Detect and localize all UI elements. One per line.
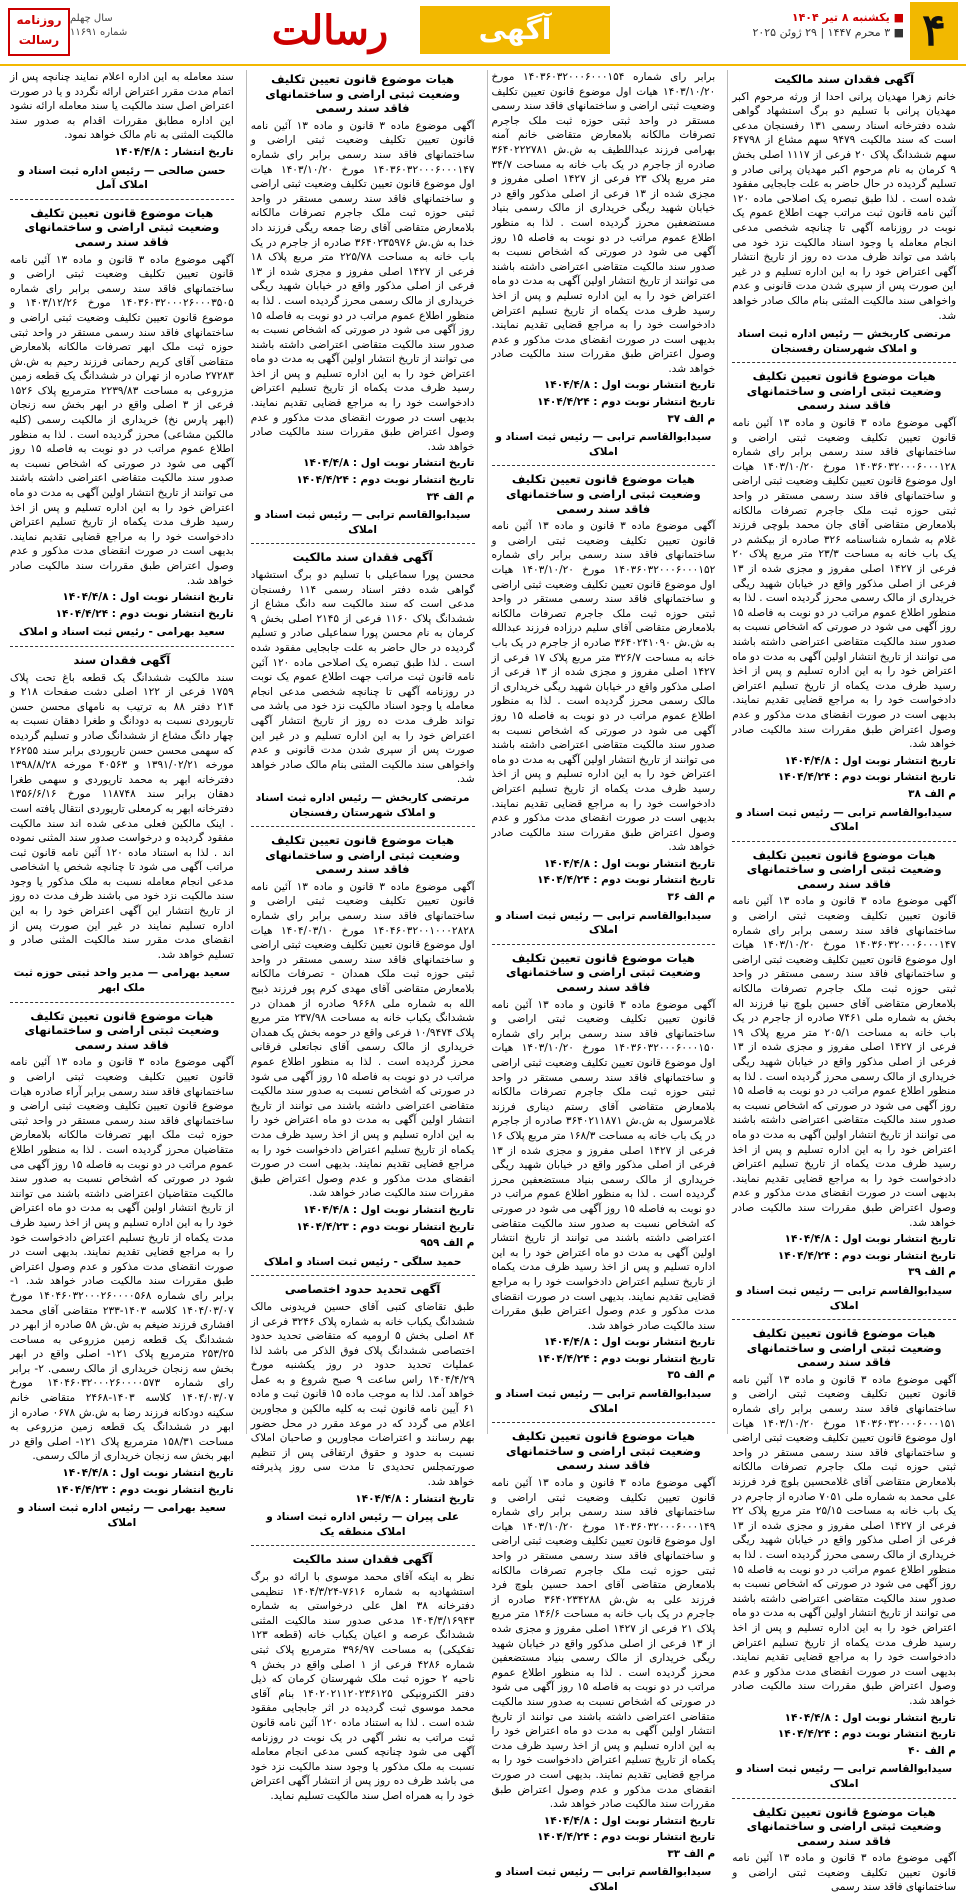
ad-title: هیات موضوع قانون تعیین تکلیف وضعیت ثبتی اراضی و ساختمانهای فاقد سند رسمی: [732, 848, 956, 892]
ad-meta: م الف ۳۴: [251, 490, 475, 505]
ad-signature: سیدابوالقاسم ترابی — رئیس ثبت اسناد و املاک: [251, 508, 475, 537]
ad-body: آگهی موضوع ماده ۳ قانون و ماده ۱۳ آئین نامه قانون تعیین تکلیف وضعیت ثبتی اراضی و ساختمانهای فاقد سند رسمی: [732, 1851, 956, 1895]
ad-block: [732, 72, 956, 356]
ad-separator: [492, 1422, 716, 1423]
ad-meta: م الف ۳۳: [492, 1847, 716, 1862]
ad-separator: [251, 543, 475, 544]
ad-block: [10, 1009, 234, 1531]
issue-dates: [714, 10, 904, 40]
ad-title: هیات موضوع قانون تعیین تکلیف وضعیت ثبتی اراضی و ساختمانهای فاقد سند رسمی: [492, 472, 716, 516]
ad-body: آگهی موضوع ماده ۳ قانون و ماده ۱۳ آئین نامه قانون تعیین تکلیف وضعیت ثبتی اراضی و ساختمانهای فاقد سند رسمی برابر رای شماره ۱۴۰۳۶۰۳۲۰۰۰۶۰۰۰۱۴۹ مورخ ۱۴۰۳/۱۰/۲۰ هیات اول موضوع قانون تعیین تکلیف وضعیت ثبتی اراضی و ساختمانهای فاقد سند رسمی مستقر در واحد ثبتی حوزه ثبت ملک جاجرم تصرفات مالکانه بلامعارض متقاضی آقای احمد حسین بلوچ فرد فرزند علی به ش.ش ۳۶۴۰۲۳۴۲۸۸ صادره از جاجرم در یک باب خانه به مساحت ۱۴۶/۶ متر مربع پلاک ۲۱ فرعی از ۱۴۲۷ اصلی مفروز و مجزی شده از ۱۳ فرعی از اصلی مذکور واقع در خیابان شهید ریگی خریداری از مالک رسمی بنیاد مستضعفین محرز گردیده است . لذا به منظور اطلاع عموم مراتب در دو نوبت به فاصله ۱۵ روز آگهی می شود در صورتی که اشخاص نسبت به صدور سند مالکیت متقاضی اعتراضی داشته باشند می توانند از تاریخ انتشار اولین آگهی به مدت دو ماه اعتراض خود را به این اداره تسلیم و پس از اخذ رسید ظرف مدت یکماه از تاریخ تسلیم اعتراض دادخواست خود را به مراجع قضایی تقدیم نمایند. بدیهی است در صورت انقضای مدت مذکور و عدم وصول اعتراض طبق مقررات سند مالکیت صادر خواهد شد.: [492, 1476, 716, 1812]
ad-meta: تاریخ انتشار نوبت دوم : ۱۴۰۴/۴/۲۴: [732, 1249, 956, 1264]
ad-signature: سعید بهرامی — رئیس اداره ثبت اسناد و املاک: [10, 1501, 234, 1530]
ad-body: آگهی موضوع ماده ۳ قانون و ماده ۱۳ آئین نامه قانون تعیین تکلیف وضعیت ثبتی اراضی و ساختمانهای فاقد سند رسمی برابر رای شماره ۱۴۰۳۶۰۳۲۰۰۰۶۰۰۰۱۵۱ مورخ ۱۴۰۳/۱۰/۲۰ هیات اول موضوع قانون تعیین تکلیف وضعیت ثبتی اراضی و ساختمانهای فاقد سند رسمی مستقر در واحد ثبتی حوزه ثبت ملک جاجرم تصرفات مالکانه بلامعارض متقاضی آقای غلامحسین بلوچ فرد فرزند علی محمد به شماره ملی ۷۰۵۱ صادره از جاجرم در یک باب خانه به مساحت ۲۵/۱۵ متر مربع پلاک ۲۲ فرعی از ۱۴۲۷ اصلی مفروز و مجزی شده از ۱۳ فرعی از اصلی مذکور واقع در خیابان شهید ریگی خریداری از مالک رسمی محرز گردیده است . لذا به منظور اطلاع عموم مراتب در دو نوبت به فاصله ۱۵ روز آگهی می شود در صورتی که اشخاص نسبت به صدور سند مالکیت متقاضی اعتراضی داشته باشند می توانند از تاریخ انتشار اولین آگهی به مدت دو ماه اعتراض خود را به این اداره تسلیم و پس از اخذ رسید ظرف مدت یکماه از تاریخ تسلیم اعتراض دادخواست خود را به مراجع قضایی تقدیم نمایند. بدیهی است در صورت انقضای مدت مذکور و عدم وصول اعتراض طبق مقررات سند مالکیت صادر خواهد شد.: [732, 1373, 956, 1709]
ad-meta: م الف ۳۸: [732, 787, 956, 802]
ad-meta: م الف ۳۷: [492, 412, 716, 427]
ad-title: هیات موضوع قانون تعیین تکلیف وضعیت ثبتی اراضی و ساختمانهای فاقد سند رسمی: [10, 206, 234, 250]
volume-info: [70, 12, 180, 40]
ad-title: هیات موضوع قانون تعیین تکلیف وضعیت ثبتی اراضی و ساختمانهای فاقد سند رسمی: [251, 72, 475, 116]
ad-block: [10, 206, 234, 640]
ad-body: سند معامله به این اداره اعلام نمایند چنانچه پس از اتمام مدت مقرر اعتراض ارائه نگردد و یا در صورت اعتراض اصل سند مالکیت یا سند معامله ارائه نشود این اداره مطابق مقررات اقدام به صدور سند مالکیت المثنی به نام مالک خواهد نمود.: [10, 70, 234, 143]
ad-signature: سیدابوالقاسم ترابی — رئیس ثبت اسناد و املاک: [732, 806, 956, 835]
ad-meta: تاریخ انتشار نوبت دوم : ۱۴۰۴/۴/۲۴: [492, 873, 716, 888]
ad-signature: مرتضی کاربخش — رئیس اداره ثبت اسناد و املاک شهرستان رفسنجان: [251, 791, 475, 820]
ad-title: هیات موضوع قانون تعیین تکلیف وضعیت ثبتی اراضی و ساختمانهای فاقد سند رسمی: [732, 369, 956, 413]
ad-meta: تاریخ انتشار نوبت دوم : ۱۴۰۴/۴/۲۴: [732, 770, 956, 785]
ad-meta: تاریخ انتشار نوبت اول : ۱۴۰۴/۴/۸: [492, 1814, 716, 1829]
ad-separator: [251, 826, 475, 827]
ad-title: آگهی فقدان سند مالکیت: [251, 550, 475, 565]
ad-separator: [732, 841, 956, 842]
ad-title: هیات موضوع قانون تعیین تکلیف وضعیت ثبتی اراضی و ساختمانهای فاقد سند رسمی: [492, 1429, 716, 1473]
ad-block: [251, 1552, 475, 1803]
ad-signature: سعید بهرامی - رئیس ثبت اسناد و املاک: [10, 625, 234, 640]
ad-title: هیات موضوع قانون تعیین تکلیف وضعیت ثبتی اراضی و ساختمانهای فاقد سند رسمی: [732, 1326, 956, 1370]
ad-meta: م الف ۹۵۹: [251, 1236, 475, 1251]
ad-body: آگهی موضوع ماده ۳ قانون و ماده ۱۳ آئین نامه قانون تعیین تکلیف وضعیت ثبتی اراضی و ساختمانهای فاقد سند رسمی برابر رای شماره ۱۴۰۳۶۰۳۲۰۰۰۶۰۰۰۱۴۷ مورخ ۱۴۰۳/۱۰/۲۰ هیات اول موضوع قانون تعیین تکلیف وضعیت ثبتی اراضی و ساختمانهای فاقد سند رسمی مستقر در واحد ثبتی حوزه ثبت ملک جاجرم تصرفات مالکانه بلامعارض متقاضی آقای رضا جمعه ریگی فرزند داد خدا به ش.ش ۳۶۴۰۲۳۵۹۷۶ صادره از جاجرم در یک باب خانه به مساحت ۲۲۵/۷۸ متر مربع پلاک ۱۸ فرعی از ۱۴۲۷ اصلی مفروز و مجزی شده از ۱۳ فرعی از اصلی مذکور واقع در خیابان شهید ریگی خریداری از مالک رسمی محرز گردیده است . لذا به منظور اطلاع عموم مراتب در دو نوبت به فاصله ۱۵ روز آگهی می شود در صورتی که اشخاص نسبت به صدور سند مالکیت متقاضی اعتراضی داشته باشند می توانند از تاریخ انتشار اولین آگهی به مدت دو ماه اعتراض خود را به این اداره تسلیم و پس از اخذ رسید ظرف مدت یکماه از تاریخ تسلیم اعتراض دادخواست خود را به مراجع قضایی تقدیم نمایند. بدیهی است در صورت انقضای مدت مذکور و عدم وصول اعتراض طبق مقررات سند مالکیت صادر خواهد شد.: [251, 119, 475, 455]
ad-meta: تاریخ انتشار نوبت دوم : ۱۴۰۴/۴/۲۳: [10, 1483, 234, 1498]
ad-title: هیات موضوع قانون تعیین تکلیف وضعیت ثبتی اراضی و ساختمانهای فاقد سند رسمی: [10, 1009, 234, 1053]
ad-body: آگهی موضوع ماده ۳ قانون و ماده ۱۳ آئین نامه قانون تعیین تکلیف وضعیت ثبتی اراضی و ساختمانهای فاقد سند رسمی برابر رای شماره ۱۴۰۴۶۰۳۲۰۰۱۰۰۰۲۸۲۸ مورخ ۱۴۰۴/۰۳/۱۰ هیات اول موضوع قانون تعیین تکلیف وضعیت ثبتی اراضی و ساختمانهای فاقد سند رسمی مستقر در واحد ثبتی حوزه ثبت ملک همدان - تصرفات مالکانه بلامعارض متقاضی آقای مهدی کرم پور فرزند ذبیح الله به شماره ملی ۹۶۶۸ صادره از همدان در ششدانگ یکباب خانه به مساحت ۲۳۷/۹۸ متر مربع پلاک ۱۰/۹۴۷۴ فرعی واقع در حومه بخش یک همدان خریداری از مالک رسمی آقای نجاتعلی فرقانی محرز گردیده است . لذا به منظور اطلاع عموم مراتب در دو نوبت به فاصله ۱۵ روز آگهی می شود در صورتی که اشخاص نسبت به صدور سند مالکیت متقاضی اعتراضی داشته باشند می توانند از تاریخ انتشار اولین آگهی به مدت دو ماه اعتراض خود را به این اداره تسلیم و پس از اخذ رسید ظرف مدت یکماه از تاریخ تسلیم اعتراض دادخواست خود را به مراجع قضایی تقدیم نمایند. بدیهی است در صورت انقضای مدت مذکور و عدم وصول اعتراض طبق مقررات سند مالکیت صادر خواهد شد.: [251, 880, 475, 1201]
ad-body: خانم زهرا مهدیان پرانی احدا از ورثه مرحوم اکبر مهدیان پرانی با تسلیم دو برگ استشهاد گواهی شده دفترخانه اسناد رسمی ۱۳۱ رفسنجان مدعی است که سند مالکیت ۹۴۷۹ سهم مشاع از ۶۴۷۹۸ سهم ششدانگ پلاک ۲۰ فرعی از ۱۱۱۷ اصلی بخش ۹ کرمان به نام مرحوم اکبر مهدیان پرانی صادر و تسلیم گردیده در حال حاضر به علت جابجایی مفقود شده است . لذا طبق تبصره یک اصلاحی ماده ۱۲۰ آئین نامه قانون ثبت مراتب جهت اطلاع عموم یک نوبت در روزنامه آگهی تا چنانچه شخصی مدعی انجام معامله یا وجود اسناد مالکیت نزد خود می باشد می تواند ظرف مدت ده روز از تاریخ انتشار آگهی اعتراض خود را به این اداره تسلیم و در غیر این صورت پس از سپری شدن مدت قانونی و عدم واخواهی سند مالکیت المثنی بنام مالک صادر خواهد شد.: [732, 90, 956, 324]
date-line-2: ■ ۳ محرم ۱۴۴۷ | ۲۹ ژوئن ۲۰۲۵: [714, 25, 904, 40]
ad-body: آگهی موضوع ماده ۳ قانون و ماده ۱۳ آئین نامه قانون تعیین تکلیف وضعیت ثبتی اراضی و ساختمانهای فاقد سند رسمی برابر رای شماره ۱۴۰۳۶۰۳۲۰۰۰۶۰۰۰۱۵۰ مورخ ۱۴۰۳/۱۰/۲۰ هیات اول موضوع قانون تعیین تکلیف وضعیت ثبتی اراضی و ساختمانهای فاقد سند رسمی مستقر در واحد ثبتی حوزه ثبت ملک جاجرم تصرفات مالکانه بلامعارض متقاضی آقای رستم دیناری فرزند غلامرسول به ش.ش ۳۶۴۰۲۱۱۸۷۱ صادره از جاجرم در یک باب خانه به مساحت ۱۶۸/۳ متر مربع پلاک ۱۶ فرعی از ۱۴۲۷ اصلی مفروز و مجزی شده از ۱۳ فرعی از اصلی مذکور واقع در خیابان شهید ریگی خریداری از مالک رسمی بنیاد مستضعفین محرز گردیده است . لذا به منظور اطلاع عموم مراتب در دو نوبت به فاصله ۱۵ روز آگهی می شود در صورتی که اشخاص نسبت به صدور سند مالکیت متقاضی اعتراضی داشته باشند می توانند از تاریخ انتشار اولین آگهی به مدت دو ماه اعتراض خود را به این اداره تسلیم و پس از اخذ رسید ظرف مدت یکماه از تاریخ تسلیم اعتراض دادخواست خود را به مراجع قضایی تقدیم نمایند. بدیهی است در صورت انقضای مدت مذکور و عدم وصول اعتراض طبق مقررات سند مالکیت صادر خواهد شد.: [492, 998, 716, 1334]
ad-separator: [251, 1545, 475, 1546]
ad-body: محسن پورا سماعیلی با تسلیم دو برگ استشهاد گواهی شده دفتر اسناد رسمی ۱۱۴ رفسنجان مدعی است که سند مالکیت سه دانگ مشاع از ششدانگ پلاک ۱۱۶۰ فرعی از ۲۱۴۵ اصلی بخش ۹ کرمان به نام محسن پورا سماعیلی صادر و تسلیم گردیده در حال حاضر به علت جابجایی مفقود شده است . لذا طبق تبصره یک اصلاحی ماده ۱۲۰ آئین نامه قانون ثبت مراتب جهت اطلاع عموم یک نوبت در روزنامه آگهی تا چنانچه شخصی مدعی انجام معامله یا وجود اسناد مالکیت نزد خود می باشد می تواند ظرف مدت ده روز از تاریخ انتشار آگهی اعتراض خود را به این اداره تسلیم و در غیر این صورت پس از سپری شدن مدت قانونی و عدم واخواهی سند مالکیت المثنی بنام مالک صادر خواهد شد.: [251, 568, 475, 787]
ad-title: آگهی فقدان سند: [10, 653, 234, 668]
ad-signature: سیدابوالقاسم ترابی — رئیس ثبت اسناد و املاک: [492, 909, 716, 938]
ad-meta: تاریخ انتشار نوبت دوم : ۱۴۰۴/۴/۲۴: [10, 607, 234, 622]
ad-block: [732, 848, 956, 1313]
ad-columns: [6, 70, 960, 1434]
ad-meta: م الف ۳۹: [732, 1265, 956, 1280]
ad-separator: [732, 362, 956, 363]
ad-meta: تاریخ انتشار نوبت اول : ۱۴۰۴/۴/۸: [10, 1466, 234, 1481]
ad-body: برابر رای شماره ۱۴۰۳۶۰۳۲۰۰۰۶۰۰۰۱۵۴ مورخ ۱۴۰۳/۱۰/۲۰ هیات اول موضوع قانون تعیین تکلیف وضعیت ثبتی اراضی و ساختمانهای فاقد سند رسمی مستقر در واحد ثبتی حوزه ثبت ملک جاجرم تصرفات مالکانه بلامعارض متقاضی خانم آمنه بهرامی فرزند عبداللطیف به ش.ش ۳۶۴۰۲۲۲۷۸۱ صادره از جاجرم در یک باب خانه به مساحت ۳۴/۷ متر مربع پلاک ۲۳ فرعی از ۱۴۲۷ اصلی مفروز و مجزی شده از ۱۳ فرعی از اصلی مذکور واقع در خیابان شهید ریگی خریداری از مالک رسمی بنیاد مستضعفین محرز گردیده است . لذا به منظور اطلاع عموم مراتب در دو نوبت به فاصله ۱۵ روز آگهی می شود در صورتی که اشخاص نسبت به صدور سند مالکیت متقاضی اعتراضی داشته باشند می توانند از تاریخ انتشار اولین آگهی به مدت دو ماه اعتراض خود را به این اداره تسلیم و پس از اخذ رسید ظرف مدت یکماه از تاریخ تسلیم اعتراض دادخواست خود را به مراجع قضایی تقدیم نمایند. بدیهی است در صورت انقضای مدت مذکور و عدم وصول اعتراض طبق مقررات سند مالکیت صادر خواهد شد.: [492, 70, 716, 376]
ad-separator: [492, 944, 716, 945]
ad-meta: تاریخ انتشار : ۱۴۰۴/۴/۸: [10, 145, 234, 160]
ad-signature: سیدابوالقاسم ترابی — رئیس ثبت اسناد و املاک: [732, 1762, 956, 1791]
ad-meta: تاریخ انتشار نوبت اول : ۱۴۰۴/۴/۸: [732, 1232, 956, 1247]
ad-title: هیات موضوع قانون تعیین تکلیف وضعیت ثبتی اراضی و ساختمانهای فاقد سند رسمی: [492, 951, 716, 995]
ad-block: [251, 550, 475, 820]
ad-title: هیات موضوع قانون تعیین تکلیف وضعیت ثبتی اراضی و ساختمانهای فاقد سند رسمی: [251, 833, 475, 877]
column-2: [487, 70, 720, 1434]
ad-meta: تاریخ انتشار : ۱۴۰۴/۴/۸: [251, 1492, 475, 1507]
ad-block: [732, 1326, 956, 1791]
ad-signature: سیدابوالقاسم ترابی — رئیس ثبت اسناد و املاک: [732, 1284, 956, 1313]
ad-separator: [10, 646, 234, 647]
ad-separator: [732, 1319, 956, 1320]
ad-meta: م الف ۳۵: [492, 1368, 716, 1383]
column-1: [727, 70, 960, 1434]
ad-meta: تاریخ انتشار نوبت اول : ۱۴۰۴/۴/۸: [492, 1335, 716, 1350]
ad-signature: سیدابوالقاسم ترابی — رئیس ثبت اسناد و املاک: [492, 1387, 716, 1416]
ad-body: آگهی موضوع ماده ۳ قانون و ماده ۱۳ آئین نامه قانون تعیین تکلیف وضعیت ثبتی اراضی و ساختمانهای فاقد سند رسمی برابر آراء صادره هیات موضوع قانون تعیین تکلیف وضعیت ثبتی اراضی و ساختمانهای فاقد سند رسمی مستقر در واحد ثبتی حوزه ثبت ملک ابهر تصرفات مالکانه بلامعارض متقاضیان محرز گردیده است . لذا به منظور اطلاع عموم مراتب در دو نوبت به فاصله ۱۵ روز آگهی می شود در صورتی که اشخاص نسبت به صدور سند مالکیت متقاضیان اعتراضی داشته باشند می توانند از تاریخ انتشار اولین آگهی به مدت دو ماه اعتراض خود را به این اداره تسلیم و پس از اخذ رسید ظرف مدت یکماه از تاریخ تسلیم اعتراض دادخواست خود را به مراجع قضایی تقدیم نمایند. بدیهی است در صورت انقضای مدت مذکور و عدم وصول اعتراض طبق مقررات سند مالکیت صادر خواهد شد. ۱- برابر رای شماره ۱۴۰۴۶۰۳۲۰۰۰۲۶۰۰۰۰۵۶۸ مورخ ۱۴۰۴/۰۳/۰۷ کلاسه ۱۴۰۳-۲۳۳ متقاضی آقای محمد افشاری فرزند ضیغم به ش.ش ۵۸ صادره از ابهر در ششدانگ یک قطعه زمین مزروعی به مساحت ۲۵۳/۲۵ مترمربع پلاک ۱۲۱- اصلی واقع در ابهر بخش سه زنجان خریداری از مالک رسمی. ۲- برابر رای شماره ۱۴۰۴۶۰۳۲۰۰۰۲۶۰۰۰۰۵۷۳ مورخ ۱۴۰۴/۰۳/۰۷ کلاسه ۱۴۰۳-۲۴۶۸ متقاضی خانم سکینه دودکانه فرزند رضا به ش.ش ۰۶۷۸ صادره از ابهر در ششدانگ یک قطعه زمین مزروعی به مساحت ۱۵۸/۳۱ مترمربع پلاک ۱۲۱- اصلی واقع در ابهر بخش سه زنجان خریداری از مالک رسمی.: [10, 1055, 234, 1464]
ad-meta: تاریخ انتشار نوبت اول : ۱۴۰۴/۴/۸: [492, 378, 716, 393]
ad-signature: حسن صالحی — رئیس اداره ثبت اسناد و املاک آمل: [10, 164, 234, 193]
ad-block: [251, 1282, 475, 1539]
ad-meta: تاریخ انتشار نوبت اول : ۱۴۰۴/۴/۸: [10, 590, 234, 605]
column-4: [6, 70, 238, 1434]
ad-block: [10, 653, 234, 996]
page-number: ۴: [910, 2, 958, 60]
ad-signature: علی پیران — رئیس اداره ثبت اسناد و املاک منطقه یک: [251, 1510, 475, 1539]
ad-signature: سیدابوالقاسم ترابی — رئیس ثبت اسناد و املاک: [492, 1865, 716, 1894]
ad-separator: [10, 199, 234, 200]
ad-body: نظر به اینکه آقای محمد موسوی با ارائه دو برگ استشهادیه به شماره ۷۶۱۶-۱۴۰۴/۳/۲۴ تنظیمی دفترخانه ۳۸ اهل علی درخواستی به شماره ۱۴۰۴/۳/۱۶۹۴۳ مدعی صدور سند مالکیت المثنی ششدانگ عرصه و اعیان یکباب خانه (قطعه ۱۲۳ تفکیکی) به مساحت ۳۹۶/۹۷ مترمربع پلاک ثبتی شماره ۴۲۸۶ فرعی از ۱ اصلی واقع در بخش ۹ ناحیه ۲ حوزه ثبت ملک شهرستان کرمان که ذیل دفتر الکترونیکی ۱۴۰۲۰۲۱۱۲۰۲۳۶۱۲۵ بنام آقای محمد موسوی ثبت گردیده در اثر جابجایی مفقود شده است . لذا به استناد ماده ۱۲۰ آئین نامه قانون ثبت مراتب به نشر آگهی در یک نوبت در روزنامه آگهی می شود چنانچه کسی مدعی انجام معامله نسبت به ملک مذکور یا وجود سند مالکیت نزد خود می باشد ظرف ده روز پس از انتشار آگهی اعتراض خود را به همراه اصل سند مالکیت تسلیم نماید.: [251, 1570, 475, 1804]
ad-signature: سعید بهرامی — مدیر واحد ثبتی حوزه ثبت ملک ابهر: [10, 966, 234, 995]
ad-meta: تاریخ انتشار نوبت دوم : ۱۴۰۴/۴/۲۴: [251, 473, 475, 488]
ad-meta: تاریخ انتشار نوبت اول : ۱۴۰۴/۴/۸: [732, 1711, 956, 1726]
ad-separator: [10, 1002, 234, 1003]
volume: سال چهلم: [70, 12, 180, 26]
ad-separator: [492, 465, 716, 466]
ad-separator: [251, 1275, 475, 1276]
ad-body: آگهی موضوع ماده ۳ قانون و ماده ۱۳ آئین نامه قانون تعیین تکلیف وضعیت ثبتی اراضی و ساختمانهای فاقد سند رسمی برابر رای شماره ۱۴۰۳۶۰۳۲۰۰۰۶۰۰۰۱۵۲ مورخ ۱۴۰۳/۱۰/۲۰ هیات اول موضوع قانون تعیین تکلیف وضعیت ثبتی اراضی و ساختمانهای فاقد سند رسمی مستقر در واحد ثبتی حوزه ثبت ملک جاجرم تصرفات مالکانه بلامعارض متقاضی آقای سلیم درزاده فرزند عبدالله به ش.ش ۳۶۴۰۲۴۱۰۹۰ صادره از جاجرم در یک باب خانه به مساحت ۳۲۶/۷ متر مربع پلاک ۱۷ فرعی از ۱۴۲۷ اصلی مفروز و مجزی شده از ۱۳ فرعی از اصلی مذکور واقع در خیابان شهید ریگی خریداری از مالک رسمی محرز گردیده است . لذا به منظور اطلاع عموم مراتب در دو نوبت به فاصله ۱۵ روز آگهی می شود در صورتی که اشخاص نسبت به صدور سند مالکیت متقاضی اعتراضی داشته باشند می توانند از تاریخ انتشار اولین آگهی به مدت دو ماه اعتراض خود را به این اداره تسلیم و پس از اخذ رسید ظرف مدت یکماه از تاریخ تسلیم اعتراض دادخواست خود را به مراجع قضایی تقدیم نمایند. بدیهی است در صورت انقضای مدت مذکور و عدم وصول اعتراض طبق مقررات سند مالکیت صادر خواهد شد.: [492, 519, 716, 855]
newspaper-logo: رسالت: [250, 6, 410, 56]
ad-title: هیات موضوع قانون تعیین تکلیف وضعیت ثبتی اراضی و ساختمانهای فاقد سند رسمی: [732, 1805, 956, 1849]
ad-block: [732, 1805, 956, 1895]
ad-meta: تاریخ انتشار نوبت اول : ۱۴۰۴/۴/۸: [251, 1203, 475, 1218]
ad-block: [732, 369, 956, 834]
ad-title: آگهی فقدان سند مالکیت: [251, 1552, 475, 1567]
ad-meta: تاریخ انتشار نوبت دوم : ۱۴۰۴/۴/۲۴: [492, 1830, 716, 1845]
ad-block: [10, 70, 234, 193]
date-line-1: ■ یکشنبه ۸ تیر ۱۴۰۴: [714, 10, 904, 25]
ad-body: طبق تقاضای کتبی آقای حسین فریدونی مالک ششدانگ یکباب خانه به شماره پلاک ۳۲۴۶ فرعی از ۸۴ اصلی بخش ۵ ارومیه که متقاضی تحدید حدود اختصاصی ششدانگ پلاک فوق الذکر می باشد لذا عملیات تحدید حدود در روز یکشنبه مورخ ۱۴۰۴/۴/۲۹ راس ساعت ۹ صبح شروع و به عمل خواهد آمد. لذا به موجب ماده ۱۵ قانون ثبت و ماده ۶۱ آیین نامه قانون ثبت به کلیه مالکین و مجاورین اعلام می گردد که در موعد مقرر در محل حضور بهم رسانند و اعتراضات مجاورین و صاحبان املاک نسبت به حدود و حقوق ارتفاقی پس از تنظیم صورتمجلس تحدیدی تا مدت سی روز پذیرفته خواهد شد.: [251, 1300, 475, 1490]
ad-meta: تاریخ انتشار نوبت دوم : ۱۴۰۴/۴/۲۴: [492, 1352, 716, 1367]
ad-body: سند مالکیت ششدانگ یک قطعه باغ تحت پلاک ۱۷۵۹ فرعی از ۱۲۲ اصلی دشت صفحات ۲۱۸ و ۲۱۴ دفتر ۸۸ به ترتیب به نامهای محسن حسن تاریوردی نسبت به دودانگ و طغرا دهقان نسبت به چهار دانگ مشاع از ششدانگ صادر و تسلیم گردیده که سهمی محسن حسن تاریوردی برابر سند ۲۶۲۵۵ مورخه ۱۳۹۱/۰۲/۲۱ و ۴۰۵۶۳ مورخه ۱۳۹۸/۸/۲۸ دفترخانه ابهر به محمد تاریوردی و سهمی طغرا دهقان برابر سند ۱۱۸۷۴۸ مورخ ۱۳۵۶/۶/۱۶ دفترخانه ابهر به کرمعلی تاریوردی انتقال یافته است . اینک مالکین فعلی مدعی شده اند سند مالکیت مفقود گردیده و درخواست صدور سند المثنی نموده اند . لذا به استناد ماده ۱۲۰ آئین نامه قانون ثبت مراتب آگهی می شود تا چنانچه شخص یا اشخاصی مدعی انجام معامله نسبت به ملک مذکور یا وجود سند مالکیت نزد خود می باشند ظرف مدت ده روز از تاریخ انتشار این آگهی اعتراض خود را به این اداره تسلیم نمایند در غیر این صورت پس از انقضای مدت مقرر سند مالکیت المثنی صادر و تسلیم خواهد شد.: [10, 671, 234, 963]
ad-meta: م الف ۳۶: [492, 890, 716, 905]
ad-separator: [732, 1798, 956, 1799]
column-3: [246, 70, 479, 1434]
ad-meta: تاریخ انتشار نوبت اول : ۱۴۰۴/۴/۸: [732, 754, 956, 769]
ad-block: [251, 72, 475, 537]
section-title: آگهی: [420, 6, 610, 54]
ad-title: آگهی فقدان سند مالکیت: [732, 72, 956, 87]
ad-signature: مرتضی کاربخش — رئیس اداره ثبت اسناد و املاک شهرستان رفسنجان: [732, 327, 956, 356]
ad-meta: تاریخ انتشار نوبت دوم : ۱۴۰۴/۴/۲۴: [492, 395, 716, 410]
issue-number: شماره ۱۱۶۹۱: [70, 26, 180, 40]
page-header: [0, 0, 966, 66]
ad-meta: تاریخ انتشار نوبت دوم : ۱۴۰۴/۴/۲۴: [732, 1727, 956, 1742]
ad-meta: تاریخ انتشار نوبت دوم : ۱۴۰۴/۴/۲۳: [251, 1220, 475, 1235]
ad-meta: تاریخ انتشار نوبت اول : ۱۴۰۴/۴/۸: [251, 456, 475, 471]
ad-block: [492, 1429, 716, 1894]
ad-meta: تاریخ انتشار نوبت اول : ۱۴۰۴/۴/۸: [492, 857, 716, 872]
ad-title: آگهی تحدید حدود اختصاصی: [251, 1282, 475, 1297]
ad-body: آگهی موضوع ماده ۳ قانون و ماده ۱۳ آئین نامه قانون تعیین تکلیف وضعیت ثبتی اراضی و ساختمانهای فاقد سند رسمی برابر رای شماره ۱۴۰۳۶۰۳۲۰۰۰۲۶۰۰۰۳۵۰۵ مورخ ۱۴۰۳/۱۲/۲۶ و موضوع قانون تعیین تکلیف وضعیت ثبتی اراضی و ساختمانهای فاقد سند رسمی مستقر در واحد ثبتی حوزه ثبت ملک ابهر تصرفات مالکانه بلامعارض متقاضی آقای کریم رحمانی فرزند رحیم به ش.ش ۲۷۲۸۳ صادره از تهران در ششدانگ یک قطعه زمین مزروعی به مساحت ۲۲۳۹/۸۳ مترمربع پلاک ۱۵۲۶ فرعی از ۳ اصلی واقع در ابهر بخش سه زنجان (ابهر پارس نخ) خریداری از مالکیت رسمی (کلیه مالکین مشاعی) محرز گردیده است . لذا به منظور اطلاع عموم مراتب در دو نوبت به فاصله ۱۵ روز آگهی می شود در صورتی که اشخاص نسبت به صدور سند مالکیت متقاضی اعتراضی داشته باشند می توانند از تاریخ انتشار اولین آگهی به مدت دو ماه اعتراض خود را به این اداره تسلیم و پس از اخذ رسید ظرف مدت یکماه از تاریخ تسلیم اعتراض دادخواست خود را به مراجع قضایی تقدیم نمایند. بدیهی است در صورت انقضای مدت مذکور و عدم وصول اعتراض طبق مقررات سند مالکیت صادر خواهد شد.: [10, 253, 234, 589]
ad-signature: حمید سلگی - رئیس ثبت اسناد و املاک: [251, 1255, 475, 1270]
ad-block: [251, 833, 475, 1269]
ad-body: آگهی موضوع ماده ۳ قانون و ماده ۱۳ آئین نامه قانون تعیین تکلیف وضعیت ثبتی اراضی و ساختمانهای فاقد سند رسمی برابر رای شماره ۱۴۰۳۶۰۳۲۰۰۰۶۰۰۰۱۲۸ مورخ ۱۴۰۳/۱۰/۲۰ هیات اول موضوع قانون تعیین تکلیف وضعیت ثبتی اراضی و ساختمانهای فاقد سند رسمی مستقر در واحد ثبتی حوزه ثبت ملک جاجرم تصرفات مالکانه بلامعارض متقاضی آقای جان محمد بلوچی فرزند غلام به شماره شناسنامه ۳۲۶ صادره از بیکشم در یک باب خانه به مساحت ۲۳/۳ متر مربع پلاک ۲۰ فرعی از ۱۴۲۷ اصلی مفروز و مجزی شده از ۱۳ فرعی از اصلی مذکور واقع در خیابان شهید ریگی خریداری از مالک رسمی محرز گردیده است . لذا به منظور اطلاع عموم مراتب در دو نوبت به فاصله ۱۵ روز آگهی می شود در صورتی که اشخاص نسبت به صدور سند مالکیت متقاضی اعتراضی داشته باشند می توانند از تاریخ انتشار اولین آگهی به مدت دو ماه اعتراض خود را به این اداره تسلیم و پس از اخذ رسید ظرف مدت یکماه از تاریخ تسلیم اعتراض دادخواست خود را به مراجع قضایی تقدیم نمایند. بدیهی است در صورت انقضای مدت مذکور و عدم وصول اعتراض طبق مقررات سند مالکیت صادر خواهد شد.: [732, 416, 956, 752]
mini-logo: روزنامه رسالت: [8, 8, 70, 56]
ad-signature: سیدابوالقاسم ترابی — رئیس ثبت اسناد و املاک: [492, 430, 716, 459]
ad-block: [492, 472, 716, 937]
ad-body: آگهی موضوع ماده ۳ قانون و ماده ۱۳ آئین نامه قانون تعیین تکلیف وضعیت ثبتی اراضی و ساختمانهای فاقد سند رسمی برابر رای شماره ۱۴۰۳۶۰۳۲۰۰۰۶۰۰۰۱۴۷ مورخ ۱۴۰۳/۱۰/۲۰ هیات اول موضوع قانون تعیین تکلیف وضعیت ثبتی اراضی و ساختمانهای فاقد سند رسمی مستقر در واحد ثبتی حوزه ثبت ملک جاجرم تصرفات مالکانه بلامعارض متقاضی آقای حسین بلوچ نیا فرزند اله بخش به شماره ملی ۷۴۶۱ صادره از جاجرم در یک باب خانه به مساحت ۲۰۵/۱ متر مربع پلاک ۱۹ فرعی از ۱۴۲۷ اصلی مفروز و مجزی شده از ۱۳ فرعی از اصلی مذکور واقع در خیابان شهید ریگی خریداری از مالک رسمی محرز گردیده است . لذا به منظور اطلاع عموم مراتب در دو نوبت به فاصله ۱۵ روز آگهی می شود در صورتی که اشخاص نسبت به صدور سند مالکیت متقاضی اعتراضی داشته باشند می توانند از تاریخ انتشار اولین آگهی به مدت دو ماه اعتراض خود را به این اداره تسلیم و پس از اخذ رسید ظرف مدت یکماه از تاریخ تسلیم اعتراض دادخواست خود را به مراجع قضایی تقدیم نمایند. بدیهی است در صورت انقضای مدت مذکور و عدم وصول اعتراض طبق مقررات سند مالکیت صادر خواهد شد.: [732, 894, 956, 1230]
ad-meta: م الف ۴۰: [732, 1744, 956, 1759]
ad-block: [492, 70, 716, 459]
ad-block: [492, 951, 716, 1416]
